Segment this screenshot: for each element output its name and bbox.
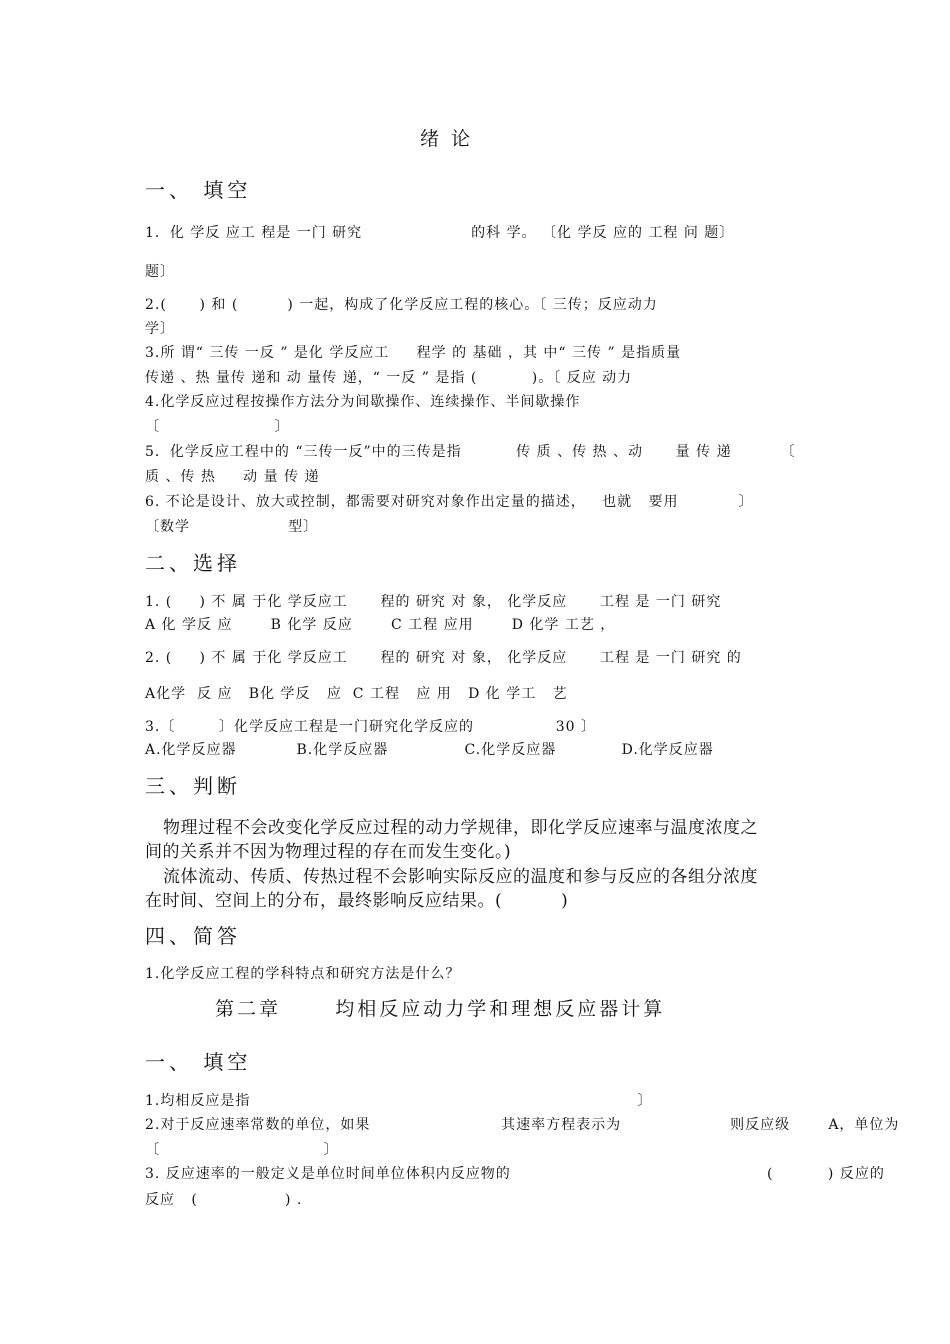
ch1-fill-2-line-2: 学〕 (145, 321, 175, 337)
ch1-choice-3-stem: 3.〔 〕化学反应工程是一门研究化学反应的 30 〕 (145, 719, 596, 735)
ch1-judge-2-line-1: 流体流动、传质、传热过程不会影响实际反应的温度和参与反应的各组分浓度 (163, 867, 758, 887)
ch1-judge-2-line-2: 在时间、空间上的分布，最终影响反应结果。( ) (145, 891, 569, 911)
chapter-2-title: 第二章 均相反应动力学和理想反应器计算 (215, 998, 666, 1020)
ch1-choice-1-stem: 1. ( ) 不 属 于化 学反应工 程的 研究 对 象， 化学反应 工程 是 一门 研究 (145, 594, 722, 610)
ch1-judge-1-line-1: 物理过程不会改变化学反应过程的动力学规律，即化学反应速率与温度浓度之 (163, 818, 758, 838)
ch2-fill-2-line-2: 〔 〕 (145, 1142, 339, 1158)
chapter-1-title: 绪 论 (420, 128, 474, 150)
ch2-fill-1: 1.均相反应是指 〕 (145, 1093, 653, 1109)
ch1-fill-6-line-2: 〔数学 型〕 (145, 519, 319, 535)
ch1-choice-1-options: A 化 学反 应 B 化学 反应 C 工程 应用 D 化学 工艺 ， (145, 617, 616, 633)
ch1-section-short-heading: 四、简答 (145, 924, 241, 948)
ch1-choice-3-options: A.化学反应器 B.化学反应器 C.化学反应器 D.化学反应器 (145, 742, 714, 758)
ch1-choice-2-options: A化学 反 应 B化 学反 应 C 工程 应 用 D 化 学工 艺 (145, 686, 568, 702)
ch1-short-1: 1.化学反应工程的学科特点和研究方法是什么？ (145, 966, 461, 982)
ch1-judge-1-line-2: 间的关系并不因为物理过程的存在而发生变化。) (145, 842, 512, 862)
ch1-section-judge-heading: 三、判断 (145, 774, 241, 798)
ch1-section-fill-heading: 一、 填空 (145, 178, 252, 202)
ch2-fill-2-line-1: 2.对于反应速率常数的单位，如果 其速率方程表示为 则反应级 A，单位为 (145, 1117, 900, 1133)
ch1-fill-4-line-2: 〔 〕 (145, 419, 290, 435)
ch1-fill-1-line-1: 1．化 学反 应工 程是 一门 研究 的科 学。 〔化 学反 应的 工程 问 题〕 (145, 225, 735, 241)
ch1-fill-6-line-1: 6. 不论是设计、放大或控制，都需要对研究对象作出定量的描述， 也就 要用 〕 (145, 494, 754, 510)
ch1-fill-1-line-2: 题〕 (145, 264, 175, 280)
ch1-section-choice-heading: 二、选择 (145, 551, 241, 575)
ch2-section-fill-heading: 一、 填空 (145, 1050, 252, 1074)
ch1-fill-4-line-1: 4.化学反应过程按操作方法分为间歇操作、连续操作、半间歇操作 (145, 394, 581, 410)
ch1-fill-3-line-2: 传递 、热 量传 递和 动 量传 递，“ 一反 ” 是指 ( )。〔 反应 动力 (145, 370, 633, 386)
ch1-fill-3-line-1: 3.所 谓“ 三传 一反 ” 是化 学反应工 程学 的 基础 ，其 中“ 三传 ” 是指质量 (145, 345, 682, 361)
ch1-fill-2-line-1: 2.( ) 和 ( ) 一起，构成了化学反应工程的核心。〔 三传；反应动力 (145, 297, 658, 313)
ch1-choice-2-stem: 2. ( ) 不 属 于化 学反应工 程的 研究 对 象， 化学反应 工程 是 一门 研究 的 (145, 650, 742, 666)
ch2-fill-3-line-1: 3. 反应速率的一般定义是单位时间单位体积内反应物的 ( ) 反应的 (145, 1166, 885, 1182)
ch2-fill-3-line-2: 反应 ( ) . (145, 1192, 303, 1208)
ch1-fill-5-line-2: 质 、传 热 动 量 传 递 (145, 469, 320, 485)
ch1-fill-5-line-1: 5．化学反应工程中的 “三传一反”中的三传是指 传 质 、传 热 、动 量 传 递 〔 (145, 444, 796, 460)
